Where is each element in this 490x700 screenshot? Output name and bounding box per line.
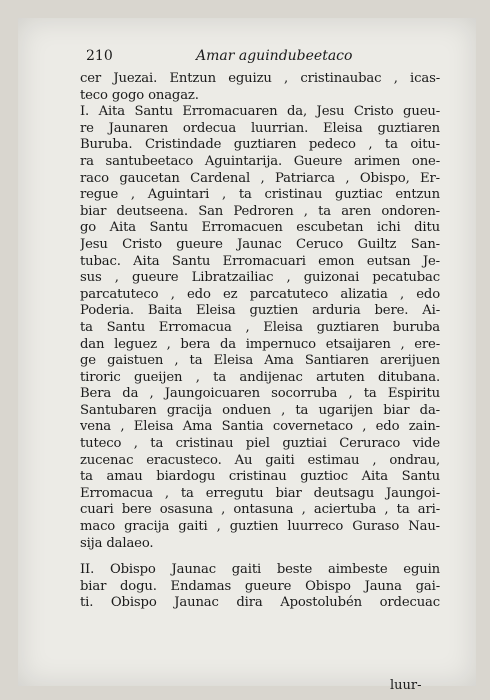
text-line: Buruba. Cristindade guztiaren pedeco , ta oitu- [80, 137, 440, 153]
text-line: Poderia. Baita Eleisa guztien arduria bere. Ai- [80, 303, 440, 319]
book-page [18, 18, 476, 693]
text-line: regue , Aguintari , ta cristinau guztiac entzun [80, 187, 440, 203]
text-line: maco gracija gaiti , guztien luurreco Guraso Nau- [80, 519, 440, 535]
text-line: cer Juezai. Entzun eguizu , cristinaubac , icas- [80, 71, 440, 86]
text-line: go Aita Santu Erromacuen escubetan ichi ditu [80, 220, 440, 236]
text-line: I. Aita Santu Erromacuaren da, Jesu Cristo gueu- [80, 104, 440, 120]
text-line: ge gaistuen , ta Eleisa Ama Santiaren arerijuen [80, 353, 440, 369]
text-line: sija dalaeo. [80, 535, 154, 551]
text-line: vena , Eleisa Ama Santia covernetaco , edo zain- [80, 419, 440, 435]
running-title: Amar aguindubeetaco [196, 48, 353, 64]
text-line: Bera da , Jaungoicuaren socorruba , ta Espiritu [80, 386, 440, 402]
text-line: sus , gueure Libratzailiac , guizonai pecatubac [80, 270, 440, 286]
catchword: luur- [390, 678, 422, 693]
text-line: cuari bere osasuna , ontasuna , aciertuba , ta ari- [80, 502, 440, 518]
text-line: tubac. Aita Santu Erromacuari emon eutsan Je- [80, 253, 440, 269]
text-line: raco gaucetan Cardenal , Patriarca , Obispo, Er- [80, 170, 440, 186]
text-line: Erromacua , ta erregutu biar deutsagu Jaungoi- [80, 485, 440, 501]
text-line: Santubaren gracija onduen , ta ugarijen biar da- [80, 402, 440, 418]
text-line: tiroric gueijen , ta andijenac artuten ditubana. [80, 369, 440, 385]
text-line: ta Santu Erromacua , Eleisa guztiaren buruba [80, 319, 440, 335]
text-line: re Jaunaren ordecua luurrian. Eleisa guztiaren [80, 120, 440, 136]
text-line: II. Obispo Jaunac gaiti beste aimbeste eguin [80, 562, 440, 578]
text-line: teco gogo onagaz. [80, 87, 199, 103]
text-line: Jesu Cristo gueure Jaunac Ceruco Guiltz San- [80, 236, 440, 252]
text-line: tuteco , ta cristinau piel guztiai Ceruraco vide [80, 436, 440, 452]
text-line: parcatuteco , edo ez parcatuteco alizatia , edo [80, 286, 440, 302]
page-text [80, 71, 440, 612]
text-line: ti. Obispo Jaunac dira Apostolubén ordecuac [80, 595, 440, 611]
page-number: 210 [86, 48, 113, 64]
paragraph-gap [80, 552, 440, 562]
text-line: biar dogu. Endamas gueure Obispo Jauna gai- [80, 578, 440, 594]
text-line: dan leguez , bera da impernuco etsaijaren , ere- [80, 336, 440, 352]
text-line: biar deutseena. San Pedroren , ta aren ondoren- [80, 203, 440, 219]
text-line: ta amau biardogu cristinau guztioc Aita Santu [80, 469, 440, 485]
text-line: zucenac eracusteco. Au gaiti estimau , ondrau, [80, 452, 440, 468]
text-line: ra santubeetaco Aguintarija. Gueure arimen one- [80, 153, 440, 169]
